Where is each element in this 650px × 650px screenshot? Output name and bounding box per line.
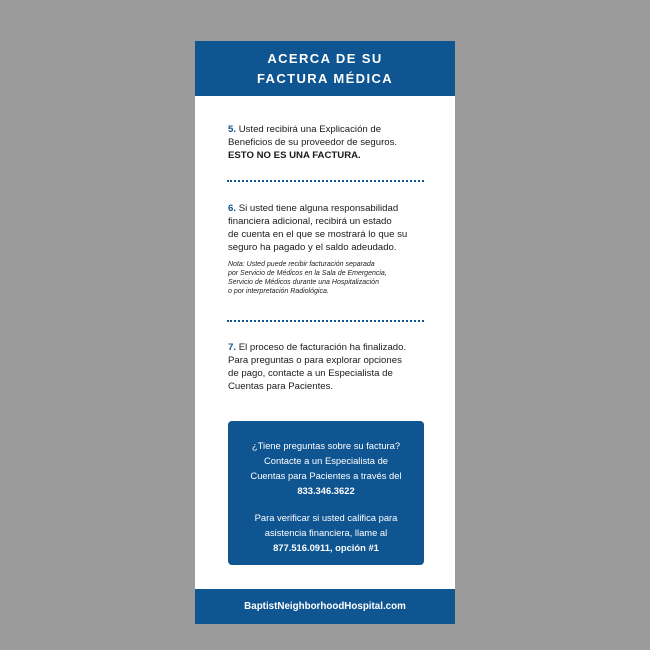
step-5-line-1: Usted recibirá una Explicación de [238, 124, 382, 135]
dotted-divider-2 [227, 320, 424, 322]
assistance-line-1: Para verificar si usted califica para [254, 512, 398, 523]
step-6 [228, 202, 428, 296]
step-5 [228, 123, 428, 162]
note-line-3: Servicio de Médicos durante una Hospitalización [228, 279, 379, 286]
step-7 [228, 341, 428, 393]
step-5-emphasis: ESTO NO ES UNA FACTURA. [228, 150, 361, 161]
contact-line-2: Contacte a un Especialista de [263, 455, 389, 466]
header-title-line-2: FACTURA MÉDICA [256, 71, 394, 86]
header-title-line-1: ACERCA DE SU [267, 51, 383, 66]
step-6-line-2: financiera adicional, recibirá un estado [228, 216, 392, 227]
step-6-line-1: Si usted tiene alguna responsabilidad [238, 203, 399, 214]
step-7-line-2: Para preguntas o para explorar opciones [228, 355, 402, 366]
step-5-line-2: Beneficios de su proveedor de seguros. [228, 137, 398, 148]
step-6-note [228, 260, 428, 296]
dotted-divider-1 [227, 180, 424, 182]
contact-line-1: ¿Tiene preguntas sobre su factura? [251, 440, 401, 451]
step-6-line-3: de cuenta en el que se mostrará lo que su [228, 229, 408, 240]
step-6-line-4: seguro ha pagado y el saldo adeudado. [228, 242, 397, 253]
step-7-number: 7. [228, 342, 237, 353]
patient-accounts-phone[interactable]: 833.346.3622 [297, 485, 355, 496]
financial-assistance-phone[interactable]: 877.516.0911, opción #1 [273, 542, 379, 553]
assistance-line-2: asistencia financiera, llame al [264, 527, 388, 538]
contact-line-3: Cuentas para Pacientes a través del [250, 470, 402, 481]
contact-box [228, 421, 424, 565]
step-7-line-1: El proceso de facturación ha finalizado. [238, 342, 407, 353]
footer-website-link[interactable]: BaptistNeighborhoodHospital.com [195, 589, 455, 624]
note-line-2: por Servicio de Médicos en la Sala de Emergencia, [228, 270, 387, 277]
note-line-4: o por interpretación Radiológica. [228, 288, 329, 295]
step-5-number: 5. [228, 124, 237, 135]
step-7-line-3: de pago, contacte a un Especialista de [228, 368, 393, 379]
step-6-number: 6. [228, 203, 237, 214]
billing-brochure [195, 41, 455, 624]
note-line-1: Nota: Usted puede recibir facturación separada [228, 261, 375, 268]
brochure-header [195, 41, 455, 96]
step-7-line-4: Cuentas para Pacientes. [228, 381, 334, 392]
